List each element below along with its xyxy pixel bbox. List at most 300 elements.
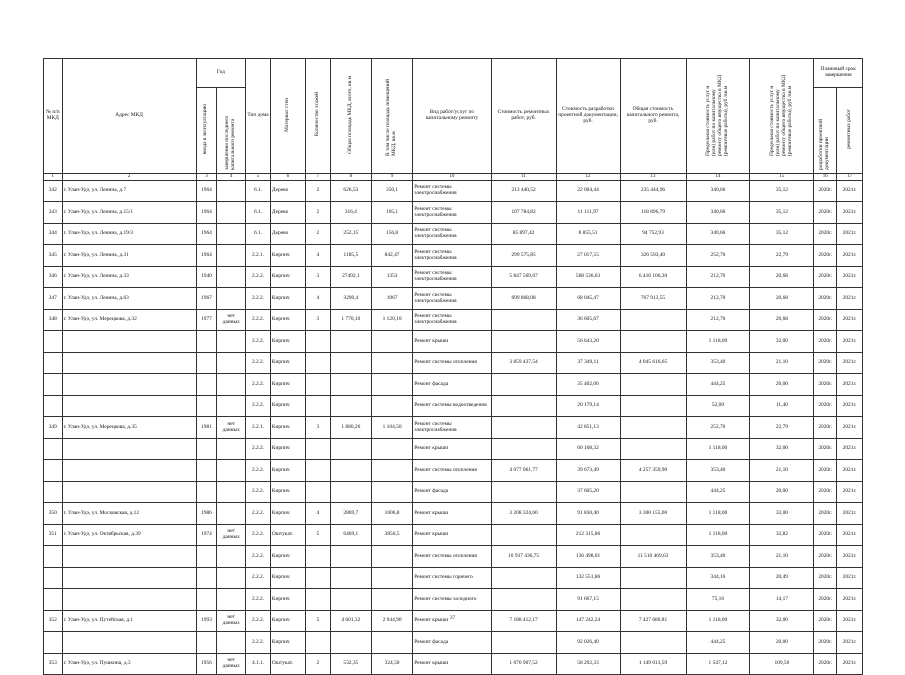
table-row (44, 417, 863, 439)
cell-c2: 20 179,14 (556, 395, 620, 417)
capital-repair-table (43, 58, 863, 675)
cell-c1: 213 440,52 (491, 180, 556, 202)
cell-fl (305, 567, 330, 589)
cell-addr: г. Улан-Удэ, ул. Ленина, д.7 (62, 180, 196, 202)
cell-l2: 22,79 (750, 245, 814, 267)
cell-a1 (330, 546, 371, 568)
cell-l1: 212,70 (686, 309, 750, 331)
col-area-total-header: Общая площадь МКД, всего, кв.м (330, 59, 371, 174)
cell-l1: 212,70 (686, 288, 750, 310)
cell-a1: 626,53 (330, 180, 371, 202)
cell-a1: 1 880,26 (330, 417, 371, 439)
cell-l2: 20,49 (750, 567, 814, 589)
cell-n: 342 (44, 180, 63, 202)
col-term-work-header: ремонтных работ (837, 88, 863, 174)
cell-c3: 94 752,93 (620, 223, 686, 245)
cell-wall: Оштукат. (270, 524, 305, 546)
cell-c3: 7 427 680,81 (620, 610, 686, 632)
cell-n: 349 (44, 417, 63, 439)
cell-t2: 2021г. (837, 653, 863, 675)
cell-type: 2.2.2. (246, 632, 271, 654)
column-number-cell: 4 (217, 173, 246, 180)
cell-a1 (330, 632, 371, 654)
cell-a1: 1185,5 (330, 245, 371, 267)
col-area-res-header: В том числе площадь помещений МКД, кв.м (371, 59, 412, 174)
cell-t1: 2020г. (814, 610, 837, 632)
cell-t1: 2020г. (814, 374, 837, 396)
cell-l1: 212,70 (686, 266, 750, 288)
cell-y2: нет данных (217, 610, 246, 632)
cell-a2: 105,1 (371, 202, 412, 224)
cell-wall: Кирпич (270, 546, 305, 568)
cell-y1 (196, 589, 217, 611)
cell-c2: 147 242,24 (556, 610, 620, 632)
cell-n: 344 (44, 223, 63, 245)
cell-type: 6.1. (246, 202, 271, 224)
cell-l2: 20,00 (750, 374, 814, 396)
cell-y2 (217, 245, 246, 267)
cell-fl (305, 374, 330, 396)
cell-c3 (620, 374, 686, 396)
col-limit2-header: Предельная стоимость услуг и (или) работ по капитальному ремонту общего имущества в МКД (ремонтные работы), руб./кв.м (750, 59, 814, 174)
cell-work: Ремонт крыши (413, 653, 491, 675)
cell-addr (62, 481, 196, 503)
cell-c1: 85 897,42 (491, 223, 556, 245)
cell-t2: 2021г. (837, 309, 863, 331)
cell-y2 (217, 546, 246, 568)
cell-t2: 2021г. (837, 266, 863, 288)
cell-wall: Кирпич (270, 309, 305, 331)
table-row (44, 567, 863, 589)
cell-fl: 5 (305, 524, 330, 546)
cell-n: 348 (44, 309, 63, 331)
cell-t1: 2020г. (814, 288, 837, 310)
cell-fl: 4 (305, 245, 330, 267)
cell-a2 (371, 374, 412, 396)
cell-fl: 2 (305, 223, 330, 245)
cell-work: Ремонт фасада (413, 632, 491, 654)
cell-l1: 444,25 (686, 632, 750, 654)
table-row (44, 460, 863, 482)
cell-l2: 32,82 (750, 524, 814, 546)
table-row (44, 202, 863, 224)
cell-work: Ремонт системы электроснабжения (413, 202, 491, 224)
cell-c3: 118 896,79 (620, 202, 686, 224)
cell-addr: г. Улан-Удэ, ул. Пушкина, д.3 (62, 653, 196, 675)
table-row (44, 374, 863, 396)
cell-a2: 1 104,50 (371, 417, 412, 439)
cell-work: Ремонт крыши (413, 524, 491, 546)
cell-a1: 532,35 (330, 653, 371, 675)
cell-c1 (491, 438, 556, 460)
cell-addr (62, 331, 196, 353)
cell-n: 346 (44, 266, 63, 288)
cell-n: 352 (44, 610, 63, 632)
cell-type: 2.2.1. (246, 417, 271, 439)
table-row (44, 503, 863, 525)
cell-t2: 2021г. (837, 632, 863, 654)
cell-c2: 8 855,51 (556, 223, 620, 245)
cell-wall: Кирпич (270, 417, 305, 439)
cell-y2: нет данных (217, 653, 246, 675)
col-work-header: Вид работ/услуг по капитальному ремонту (413, 59, 491, 174)
cell-c2: 37 349,11 (556, 352, 620, 374)
cell-t2: 2021г. (837, 460, 863, 482)
cell-work: Ремонт системы электроснабжения (413, 288, 491, 310)
cell-l1: 1 118,00 (686, 610, 750, 632)
cell-a2: 2 944,90 (371, 610, 412, 632)
cell-t2: 2021г. (837, 288, 863, 310)
cell-wall: Кирпич (270, 460, 305, 482)
cell-wall: Кирпич (270, 503, 305, 525)
cell-n (44, 460, 63, 482)
cell-t1: 2020г. (814, 589, 837, 611)
col-address-header: Адрес МКД (62, 59, 196, 174)
cell-t2: 2021г. (837, 610, 863, 632)
cell-type: 2.2.2. (246, 567, 271, 589)
cell-type: 2.2.2. (246, 503, 271, 525)
cell-wall: Дерево (270, 202, 305, 224)
cell-addr: г. Улан-Удэ, ул. Путейская, д.1 (62, 610, 196, 632)
col-term-doc-header: разработки проектной документации (814, 88, 837, 174)
cell-work: Ремонт системы электроснабжения (413, 266, 491, 288)
cell-l2: 20,68 (750, 266, 814, 288)
table-row (44, 653, 863, 675)
cell-type: 2.2.2. (246, 610, 271, 632)
cell-addr (62, 589, 196, 611)
cell-c3: 4 045 616,65 (620, 352, 686, 374)
column-number-cell: 12 (556, 173, 620, 180)
cell-t1: 2020г. (814, 524, 837, 546)
cell-a1 (330, 589, 371, 611)
cell-t1: 2020г. (814, 417, 837, 439)
cell-l2: 22,79 (750, 417, 814, 439)
cell-c2: 568 536,63 (556, 266, 620, 288)
cell-t1: 2020г. (814, 223, 837, 245)
cell-a2: 324,50 (371, 653, 412, 675)
cell-c1: 3 859 437,54 (491, 352, 556, 374)
cell-c2: 37 605,20 (556, 481, 620, 503)
cell-a2 (371, 481, 412, 503)
cell-y2 (217, 266, 246, 288)
cell-fl (305, 481, 330, 503)
cell-c3 (620, 481, 686, 503)
cell-c3: 235 444,96 (620, 180, 686, 202)
cell-wall: Кирпич (270, 438, 305, 460)
cell-a1: 1 770,10 (330, 309, 371, 331)
cell-c2: 56 643,20 (556, 331, 620, 353)
cell-y1: 1956 (196, 653, 217, 675)
cell-c3 (620, 438, 686, 460)
cell-a2 (371, 438, 412, 460)
cell-addr: г. Улан-Удэ, ул. Ленина, д.19/3 (62, 223, 196, 245)
cell-type: 2.2.2. (246, 481, 271, 503)
page-number: 37 (450, 616, 455, 621)
table-row (44, 546, 863, 568)
cell-c2: 11 111,97 (556, 202, 620, 224)
cell-c3: 1 149 013,59 (620, 653, 686, 675)
cell-n (44, 481, 63, 503)
cell-type: 2.2.2. (246, 266, 271, 288)
cell-c3 (620, 417, 686, 439)
cell-l2: 11,40 (750, 395, 814, 417)
cell-a1 (330, 460, 371, 482)
cell-work: Ремонт системы отопления (413, 352, 491, 374)
cell-fl (305, 546, 330, 568)
cell-a2 (371, 460, 412, 482)
cell-c2: 92 026,40 (556, 632, 620, 654)
cell-c1: 7 188 412,17 (491, 610, 556, 632)
cell-t1: 2020г. (814, 395, 837, 417)
cell-l2: 21,10 (750, 460, 814, 482)
cell-t2: 2021г. (837, 567, 863, 589)
cell-n: 351 (44, 524, 63, 546)
cell-addr (62, 632, 196, 654)
cell-c1: 10 937 436,75 (491, 546, 556, 568)
table-row (44, 610, 863, 632)
cell-y1 (196, 481, 217, 503)
cell-t2: 2021г. (837, 395, 863, 417)
cell-t2: 2021г. (837, 202, 863, 224)
cell-fl: 2 (305, 653, 330, 675)
cell-y1: 1964 (196, 223, 217, 245)
cell-l1: 1 118,00 (686, 331, 750, 353)
cell-a1 (330, 438, 371, 460)
cell-c3: 4 257 359,90 (620, 460, 686, 482)
cell-addr: г. Улан-Удэ, ул. Октябрьская, д.39 (62, 524, 196, 546)
cell-fl: 3 (305, 309, 330, 331)
cell-wall: Кирпич (270, 610, 305, 632)
cell-t2: 2021г. (837, 524, 863, 546)
cell-work: Ремонт системы холодного (413, 589, 491, 611)
cell-t2: 2021г. (837, 180, 863, 202)
cell-c2: 60 168,32 (556, 438, 620, 460)
cell-n: 350 (44, 503, 63, 525)
cell-work: Ремонт крыши (413, 438, 491, 460)
cell-n: 347 (44, 288, 63, 310)
cell-c1: 699 868,08 (491, 288, 556, 310)
cell-a1: 27492,1 (330, 266, 371, 288)
cell-y1: 1974 (196, 524, 217, 546)
cell-c1 (491, 331, 556, 353)
cell-c2: 212 315,86 (556, 524, 620, 546)
cell-y2: нет данных (217, 309, 246, 331)
column-number-cell: 17 (837, 173, 863, 180)
cell-l1: 52,00 (686, 395, 750, 417)
cell-n (44, 395, 63, 417)
cell-c2: 35 402,00 (556, 374, 620, 396)
cell-c2: 22 004,44 (556, 180, 620, 202)
column-number-cell: 8 (330, 173, 371, 180)
cell-fl: 3 (305, 417, 330, 439)
cell-c3: 767 913,55 (620, 288, 686, 310)
table-body (44, 180, 863, 675)
cell-c1 (491, 632, 556, 654)
cell-a1 (330, 352, 371, 374)
col-cost-doc-header: Стоимость разработки проектной документации, руб. (556, 59, 620, 174)
cell-y1 (196, 460, 217, 482)
cell-c3 (620, 567, 686, 589)
cell-c1: 4 077 061,77 (491, 460, 556, 482)
cell-n: 353 (44, 653, 63, 675)
cell-type: 4.1.1. (246, 653, 271, 675)
cell-a2: 1606,8 (371, 503, 412, 525)
cell-addr: г. Улан-Удэ, ул. Ленина, д.63 (62, 288, 196, 310)
cell-c2: 91 667,15 (556, 589, 620, 611)
cell-work: Ремонт крыши (413, 610, 491, 632)
cell-addr: г. Улан-Удэ, ул. Московская, д.12 (62, 503, 196, 525)
cell-c1: 1 076 907,52 (491, 653, 556, 675)
cell-l1: 353,40 (686, 352, 750, 374)
col-cost-total-header: Общая стоимость капитального ремонта, руб. (620, 59, 686, 174)
cell-l2: 14,17 (750, 589, 814, 611)
cell-fl (305, 632, 330, 654)
cell-t2: 2021г. (837, 352, 863, 374)
cell-c1: 107 784,82 (491, 202, 556, 224)
cell-y2 (217, 589, 246, 611)
cell-l2: 109,50 (750, 653, 814, 675)
cell-t2: 2021г. (837, 223, 863, 245)
cell-y1 (196, 331, 217, 353)
cell-c2: 132 551,86 (556, 567, 620, 589)
col-floors-header: Количество этажей (305, 59, 330, 174)
cell-l1: 75,16 (686, 589, 750, 611)
cell-wall: Кирпич (270, 374, 305, 396)
cell-fl: 4 (305, 288, 330, 310)
cell-a2: 1353 (371, 266, 412, 288)
cell-n (44, 589, 63, 611)
cell-work: Ремонт фасада (413, 374, 491, 396)
cell-y2 (217, 438, 246, 460)
cell-fl (305, 438, 330, 460)
table-row (44, 481, 863, 503)
cell-y2 (217, 460, 246, 482)
cell-l2: 32,00 (750, 331, 814, 353)
cell-fl (305, 460, 330, 482)
cell-l1: 252,70 (686, 417, 750, 439)
cell-y2 (217, 223, 246, 245)
cell-l1: 340,66 (686, 180, 750, 202)
cell-fl: 4 (305, 503, 330, 525)
cell-addr: г. Улан-Удэ, ул. Мерецкова, д.32 (62, 309, 196, 331)
cell-t2: 2021г. (837, 503, 863, 525)
cell-a1 (330, 395, 371, 417)
cell-addr: г. Улан-Удэ, ул. Ленина, д.31 (62, 245, 196, 267)
table-row (44, 266, 863, 288)
cell-l1: 340,66 (686, 202, 750, 224)
cell-y2 (217, 395, 246, 417)
cell-type: 6.1. (246, 223, 271, 245)
cell-y1 (196, 374, 217, 396)
cell-y1: 1967 (196, 288, 217, 310)
cell-l2: 32,00 (750, 438, 814, 460)
cell-t1: 2020г. (814, 309, 837, 331)
cell-t2: 2021г. (837, 438, 863, 460)
cell-t1: 2020г. (814, 653, 837, 675)
cell-l1: 1 547,12 (686, 653, 750, 675)
table-row (44, 180, 863, 202)
col-year-header: Год (196, 59, 246, 88)
cell-n (44, 331, 63, 353)
cell-a1 (330, 481, 371, 503)
cell-work: Ремонт крыши (413, 503, 491, 525)
cell-a2: 1967 (371, 288, 412, 310)
cell-t1: 2020г. (814, 331, 837, 353)
cell-a2 (371, 331, 412, 353)
cell-t1: 2020г. (814, 266, 837, 288)
cell-a1: 316,4 (330, 202, 371, 224)
cell-n (44, 352, 63, 374)
cell-type: 2.2.2. (246, 460, 271, 482)
column-number-cell: 14 (686, 173, 750, 180)
cell-c1 (491, 481, 556, 503)
cell-y2 (217, 567, 246, 589)
cell-n: 343 (44, 202, 63, 224)
cell-fl (305, 331, 330, 353)
cell-a2 (371, 352, 412, 374)
cell-type: 6.1. (246, 180, 271, 202)
cell-wall: Кирпич (270, 481, 305, 503)
cell-y2 (217, 352, 246, 374)
cell-y1 (196, 632, 217, 654)
column-number-cell: 11 (491, 173, 556, 180)
cell-t1: 2020г. (814, 202, 837, 224)
cell-a2 (371, 546, 412, 568)
cell-work: Ремонт крыши (413, 331, 491, 353)
cell-addr: г. Улан-Удэ, ул. Мерецкова, д.35 (62, 417, 196, 439)
cell-t1: 2020г. (814, 632, 837, 654)
cell-addr (62, 460, 196, 482)
cell-c3 (620, 632, 686, 654)
cell-a1: 252,15 (330, 223, 371, 245)
cell-y1: 1977 (196, 309, 217, 331)
cell-c3 (620, 331, 686, 353)
cell-a1: 2869,7 (330, 503, 371, 525)
cell-l2: 21,10 (750, 546, 814, 568)
cell-c1: 3 208 324,60 (491, 503, 556, 525)
cell-y1 (196, 546, 217, 568)
cell-c1: 299 575,85 (491, 245, 556, 267)
cell-a1 (330, 331, 371, 353)
cell-work: Ремонт системы электроснабжения (413, 245, 491, 267)
cell-t2: 2021г. (837, 589, 863, 611)
cell-c2: 27 017,55 (556, 245, 620, 267)
cell-a1: 3290,4 (330, 288, 371, 310)
cell-l1: 1 118,00 (686, 503, 750, 525)
col-wall-header: Материал стен (270, 59, 305, 174)
cell-c2: 39 673,49 (556, 460, 620, 482)
cell-l1: 344,16 (686, 567, 750, 589)
cell-wall: Кирпич (270, 331, 305, 353)
cell-type: 2.2.2. (246, 546, 271, 568)
column-number-cell: 3 (196, 173, 217, 180)
cell-y1 (196, 438, 217, 460)
cell-a2 (371, 589, 412, 611)
cell-l1: 1 118,00 (686, 524, 750, 546)
cell-c1 (491, 309, 556, 331)
cell-l2: 35,12 (750, 202, 814, 224)
cell-addr (62, 438, 196, 460)
cell-c1 (491, 524, 556, 546)
cell-t2: 2021г. (837, 374, 863, 396)
cell-fl (305, 352, 330, 374)
cell-a2 (371, 567, 412, 589)
cell-a2 (371, 395, 412, 417)
cell-y1: 1986 (196, 503, 217, 525)
column-number-cell: 9 (371, 173, 412, 180)
cell-type: 2.2.2. (246, 309, 271, 331)
cell-c1 (491, 567, 556, 589)
